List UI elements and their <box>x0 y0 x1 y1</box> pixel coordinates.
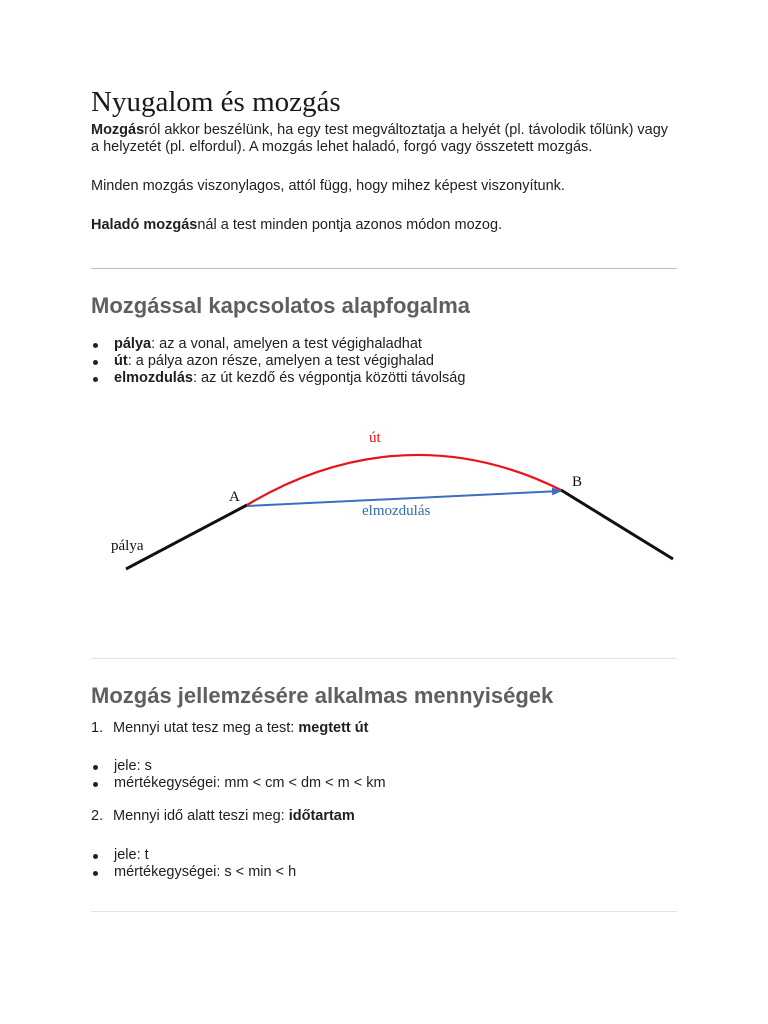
label-a: A <box>229 489 240 505</box>
term-desc: : az a vonal, amelyen a test végighaladhat <box>151 336 422 352</box>
intro-term-halado: Haladó mozgás <box>91 217 198 233</box>
list-item: mértékegységei: mm < cm < dm < m < km <box>91 775 386 792</box>
term-desc: : az út kezdő és végpontja közötti távolság <box>192 370 466 386</box>
term: elmozdulás <box>114 370 193 386</box>
label-elmozdulas: elmozdulás <box>362 503 431 519</box>
item-text: Mennyi idő alatt teszi meg: <box>113 808 289 824</box>
intro-text-3: nál a test minden pontja azonos módon mozog. <box>197 217 503 233</box>
list-item: jele: t <box>91 847 296 864</box>
term: pálya <box>114 336 152 352</box>
section-heading-concepts: Mozgással kapcsolatos alapfogalma <box>91 293 471 318</box>
item-bold: időtartam <box>288 808 355 824</box>
track-right-line <box>561 490 673 559</box>
item-index: 2. <box>91 808 104 824</box>
item-bold: megtett út <box>298 720 369 736</box>
label-palya: pálya <box>111 538 144 554</box>
intro-paragraph-2: Minden mozgás viszonylagos, attól függ, hogy mihez képest viszonyítunk. <box>91 178 565 194</box>
intro-term-mozgas: Mozgás <box>91 122 145 138</box>
term-desc: : a pálya azon része, amelyen a test végighalad <box>127 353 434 369</box>
list-item: jele: s <box>91 758 386 775</box>
label-ut: út <box>369 430 381 446</box>
section-heading-quantities: Mozgás jellemzésére alkalmas mennyiségek <box>91 683 554 708</box>
path-curve <box>247 455 561 505</box>
intro-text-1: ról akkor beszélünk, ha egy test megváltoztatja a helyét (pl. távolodik tőlünk) vagy a helyzetét (pl. elfordul). A mozgás lehet haladó, forgó vagy összetett mozgás. <box>91 122 669 155</box>
label-b: B <box>572 474 583 490</box>
track-left-line <box>126 505 247 569</box>
item-index: 1. <box>91 720 104 736</box>
term: út <box>114 353 128 369</box>
page-title: Nyugalom és mozgás <box>91 86 341 118</box>
list-item: mértékegységei: s < min < h <box>91 864 296 881</box>
item-text: Mennyi utat tesz meg a test: <box>113 720 299 736</box>
